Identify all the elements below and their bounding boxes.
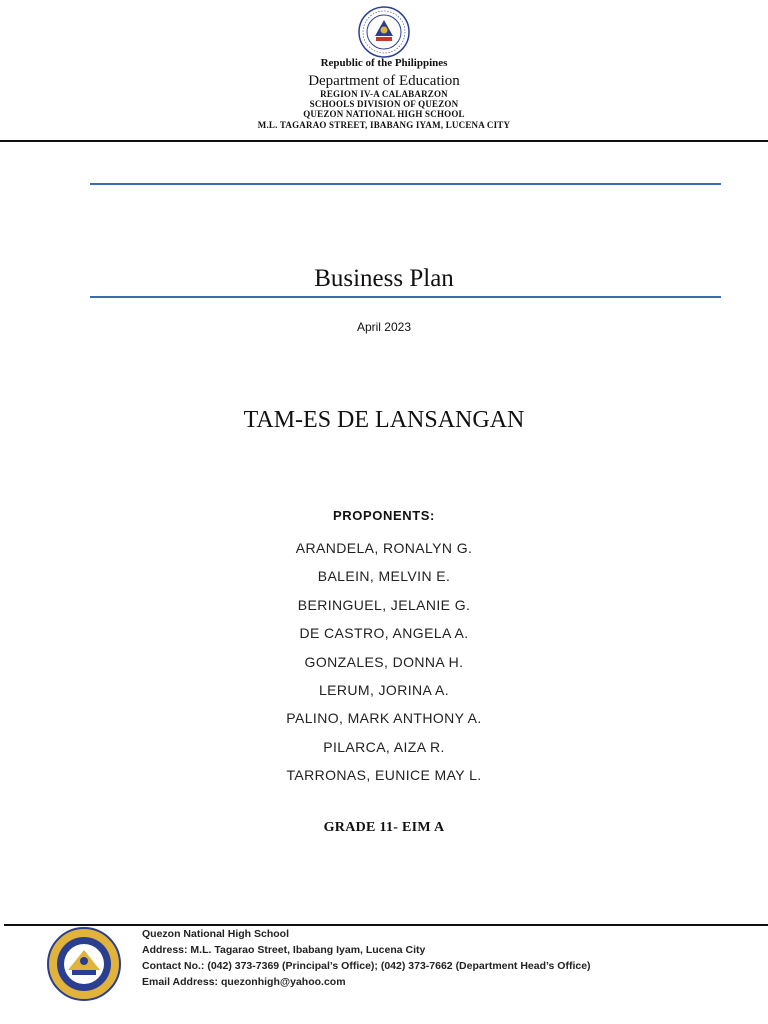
letterhead-division: SCHOOLS DIVISION OF QUEZON (309, 99, 459, 109)
document-date: April 2023 (356, 320, 412, 334)
proponents-heading: PROPONENTS: (333, 508, 435, 523)
title-bottom-rule (90, 296, 721, 298)
letterhead-department: Department of Education (308, 73, 460, 89)
proponent-name: DE CASTRO, ANGELA A. (299, 625, 469, 642)
footer-email: Email Address: quezonhigh@yahoo.com (142, 976, 346, 988)
header-divider (0, 140, 768, 142)
proponent-name: GONZALES, DONNA H. (304, 653, 464, 670)
proponent-name: PALINO, MARK ANTHONY A. (286, 710, 482, 727)
letterhead-address: M.L. TAGARAO STREET, IBABANG IYAM, LUCENA CITY (257, 120, 511, 130)
proponent-name: BALEIN, MELVIN E. (317, 568, 451, 585)
letterhead-republic: Republic of the Philippines (320, 57, 448, 69)
footer-address: Address: M.L. Tagarao Street, Ibabang Iyam, Lucena City (142, 944, 426, 956)
proponent-name: LERUM, JORINA A. (318, 681, 450, 698)
letterhead-school: QUEZON NATIONAL HIGH SCHOOL (303, 109, 465, 119)
proponent-name: TARRONAS, EUNICE MAY L. (286, 767, 482, 784)
business-name: TAM-ES DE LANSANGAN (243, 407, 525, 433)
proponent-name: ARANDELA, RONALYN G. (295, 540, 473, 556)
proponent-name: PILARCA, AIZA R. (323, 738, 445, 755)
grade-section: GRADE 11- EIM A (323, 820, 445, 835)
document-title: Business Plan (314, 265, 454, 292)
proponents-list (0, 536, 768, 792)
footer-school-name: Quezon National High School (142, 928, 289, 940)
deped-seal-icon (358, 6, 410, 58)
letterhead-region: REGION IV-A CALABARZON (320, 89, 448, 99)
title-top-rule (90, 183, 721, 185)
footer-contact: Contact No.: (042) 373-7369 (Principal’s Office); (042) 373-7662 (Department Head’s Office) (142, 960, 591, 972)
school-seal-icon (46, 926, 122, 1002)
proponent-name: BERINGUEL, JELANIE G. (297, 596, 471, 613)
